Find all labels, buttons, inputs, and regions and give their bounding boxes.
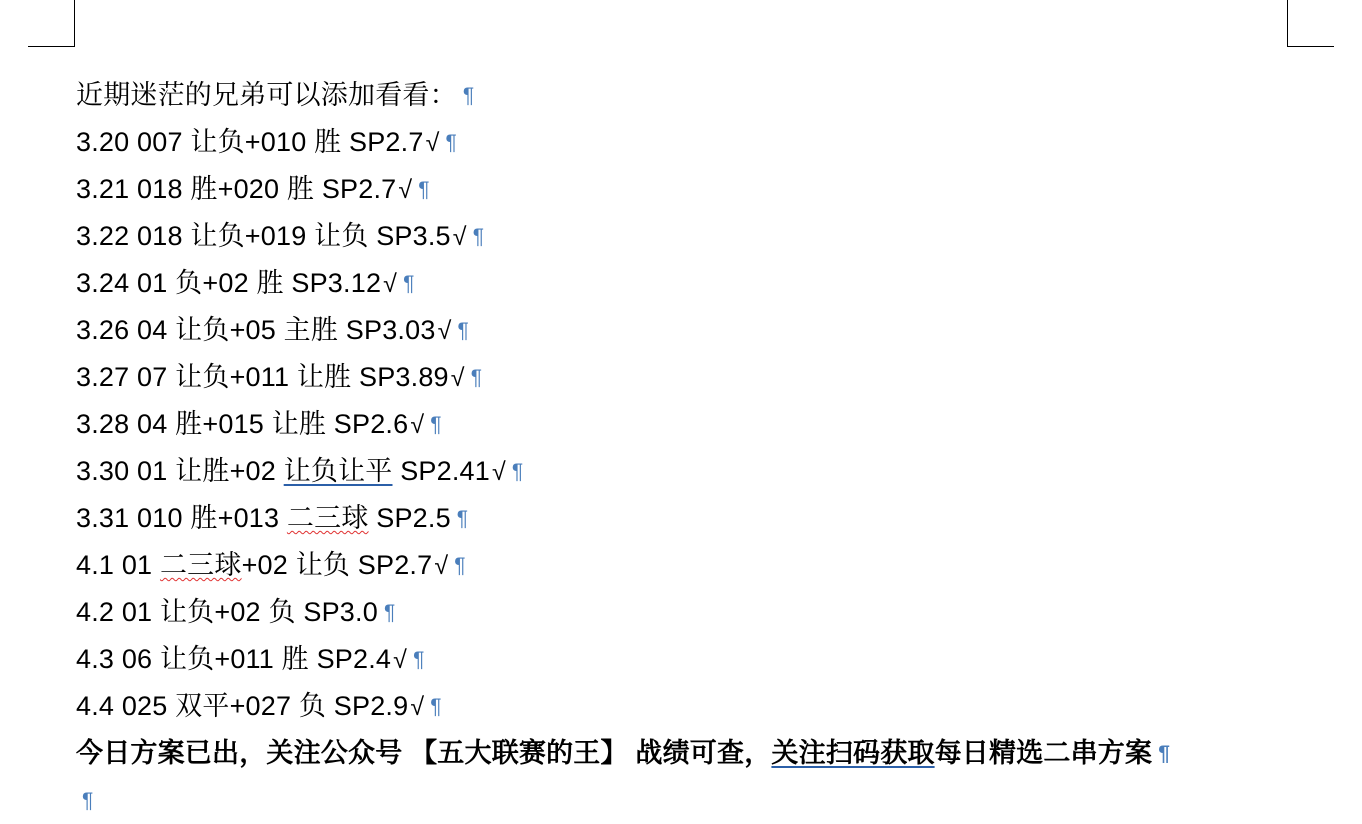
paragraph-mark-icon: ¶ — [445, 131, 457, 154]
check-mark-icon: √ — [398, 176, 413, 204]
paragraph-line — [76, 683, 1316, 730]
line-text: 4.2 01 让负+02 负 SP3.0 — [76, 597, 378, 627]
check-mark-icon: √ — [437, 317, 452, 345]
paragraph-line — [76, 401, 1316, 448]
check-mark-icon: √ — [410, 411, 425, 439]
paragraph-mark-icon: ¶ — [418, 178, 430, 201]
line-text: 3.20 007 让负+010 胜 SP2.7 — [76, 127, 424, 157]
line-text: 3.22 018 让负+019 让负 SP3.5 — [76, 221, 451, 251]
paragraph-line — [76, 354, 1316, 401]
line-text: 3.27 07 让负+011 让胜 SP3.89 — [76, 362, 449, 392]
line-text-prefix: 3.30 01 让胜+02 — [76, 456, 284, 486]
check-mark-icon: √ — [410, 693, 425, 721]
paragraph-line — [76, 213, 1316, 260]
paragraph-line — [76, 448, 1316, 495]
spelling-error-text: 二三球 — [159, 550, 242, 580]
paragraph-mark-icon: ¶ — [462, 84, 475, 107]
paragraph-mark-icon: ¶ — [470, 366, 483, 389]
document-body — [76, 72, 1316, 824]
paragraph-line — [76, 542, 1316, 589]
paragraph-line — [76, 589, 1316, 636]
line-text: 3.26 04 让负+05 主胜 SP3.03 — [76, 315, 436, 345]
check-mark-icon: √ — [452, 223, 467, 251]
paragraph-line — [76, 636, 1316, 683]
paragraph-line — [76, 307, 1316, 354]
line-text: 3.21 018 胜+020 胜 SP2.7 — [76, 174, 397, 204]
line-text: 4.4 025 双平+027 负 SP2.9 — [76, 691, 409, 721]
page-corner-mark-top-left — [28, 0, 75, 47]
paragraph-line — [76, 119, 1316, 166]
paragraph-mark-icon: ¶ — [472, 225, 485, 248]
check-mark-icon: √ — [491, 458, 506, 486]
paragraph-mark-icon: ¶ — [454, 554, 466, 577]
line-text-prefix: 4.1 01 — [76, 550, 160, 580]
page-corner-mark-top-right — [1287, 0, 1334, 47]
paragraph-mark-icon: ¶ — [1158, 742, 1171, 765]
paragraph-mark-icon: ¶ — [383, 601, 396, 624]
line-text: 4.3 06 让负+011 胜 SP2.4 — [76, 644, 392, 674]
check-mark-icon: √ — [383, 270, 398, 298]
paragraph-mark-icon: ¶ — [430, 413, 442, 436]
paragraph-mark-icon: ¶ — [511, 460, 524, 483]
paragraph-line — [76, 495, 1316, 542]
paragraph-mark-icon: ¶ — [430, 695, 442, 718]
line-text-suffix: SP2.41 — [392, 456, 490, 486]
underlined-text[interactable]: 让负让平 — [283, 456, 393, 486]
paragraph-line — [76, 72, 1316, 119]
underlined-text[interactable]: 关注扫码获取 — [771, 738, 935, 768]
line-text: 近期迷茫的兄弟可以添加看看： — [76, 80, 457, 110]
paragraph-line — [76, 260, 1316, 307]
paragraph-mark-icon: ¶ — [413, 648, 425, 671]
paragraph-mark-icon: ¶ — [456, 507, 469, 530]
line-text-prefix: 今日方案已出，关注公众号 【五大联赛的王】 战绩可查， — [76, 738, 772, 768]
check-mark-icon: √ — [450, 364, 465, 392]
check-mark-icon: √ — [425, 129, 440, 157]
check-mark-icon: √ — [393, 646, 408, 674]
paragraph-mark-icon: ¶ — [403, 272, 415, 295]
line-text-prefix: 3.31 010 胜+013 — [76, 503, 287, 533]
paragraph-line — [76, 166, 1316, 213]
paragraph-line-empty — [76, 777, 1316, 824]
paragraph-mark-icon: ¶ — [457, 319, 469, 342]
spelling-error-text: 二三球 — [286, 503, 369, 533]
line-text-suffix: +02 让负 SP2.7 — [241, 550, 433, 580]
check-mark-icon: √ — [434, 552, 449, 580]
paragraph-line-promo — [76, 730, 1316, 777]
line-text: 3.24 01 负+02 胜 SP3.12 — [76, 268, 382, 298]
line-text-suffix: SP2.5 — [368, 503, 451, 533]
line-text-suffix: 每日精选二串方案 — [934, 738, 1153, 768]
line-text: 3.28 04 胜+015 让胜 SP2.6 — [76, 409, 409, 439]
paragraph-mark-icon: ¶ — [82, 789, 94, 812]
